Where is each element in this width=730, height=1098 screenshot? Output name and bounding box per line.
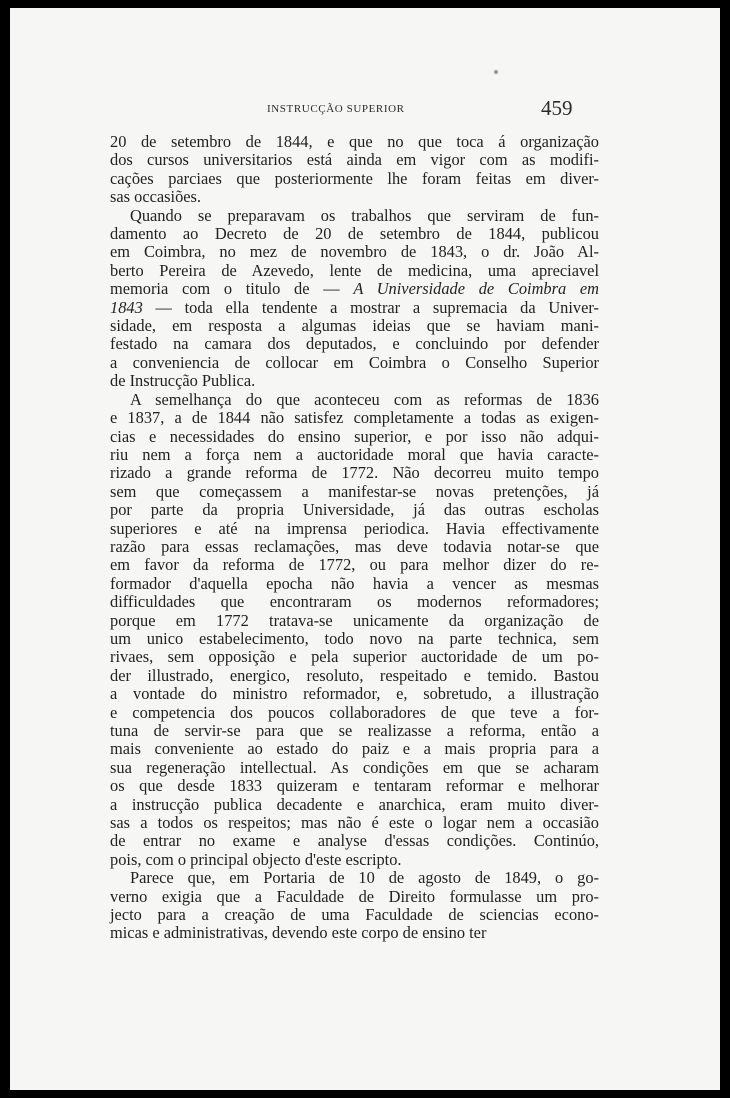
text-line: em favor da reforma de 1772, ou para melhor dizer do re-: [110, 555, 599, 575]
text-line: sem que começassem a manifestar-se novas pretenções, já: [110, 481, 599, 501]
text-line: Parece que, em Portaria de 10 de agosto de 1849, o go-: [130, 868, 599, 888]
text-line: cias e necessidades do ensino superior, e por isso não adqui-: [110, 426, 599, 446]
text-line: de Instrucção Publica.: [110, 371, 256, 391]
paragraph: [110, 869, 599, 943]
text-line: sidade, em resposta a algumas ideias que se haviam mani-: [110, 316, 599, 336]
text-line: rizado a grande reforma de 1772. Não decorreu muito tempo: [110, 463, 599, 483]
text-line: sua regeneração intellectual. As condições em que se acharam: [110, 757, 599, 777]
text-line: der illustrado, energico, resoluto, respeitado e temido. Bastou: [110, 665, 599, 685]
text-line: festado na camara dos deputados, e concluindo por defender: [110, 334, 599, 354]
text-line: Quando se preparavam os trabalhos que serviram de fun-: [130, 205, 599, 225]
text-line: e competencia dos poucos collaboradores de que teve a for-: [110, 702, 599, 722]
text-line: de entrar no exame e analyse d'essas condições. Continúo,: [110, 831, 599, 851]
text-line: riu nem a força nem a auctoridade moral que havia caracte-: [110, 444, 599, 464]
text-line: a conveniencia de collocar em Coimbra o Conselho Superior: [110, 352, 599, 372]
text-line: berto Pereira de Azevedo, lente de medicina, uma apreciavel: [110, 260, 599, 280]
text-line: sas a todos os respeitos; mas não é este o logar nem a occasião: [110, 813, 599, 833]
text-line: sas occasiões.: [110, 187, 202, 207]
text-line: A semelhança do que aconteceu com as reformas de 1836: [130, 389, 599, 409]
italic-title: 1843: [110, 297, 143, 317]
paper-speck-icon: [494, 70, 498, 74]
body-text: [110, 133, 599, 943]
text-line: cações parciaes que posteriormente lhe foram feitas em diver-: [110, 168, 599, 188]
text-line: um unico estabelecimento, todo novo na parte technica, sem: [110, 628, 599, 648]
text-line: a vontade do ministro reformador, e, sobretudo, a illustração: [110, 684, 599, 704]
text-line: em Coimbra, no mez de novembro de 1843, o dr. João Al-: [110, 242, 599, 262]
text-line: razão para essas reclamações, mas deve todavia notar-se que: [110, 536, 599, 556]
book-page: [10, 8, 720, 1090]
running-title: INSTRUCÇÃO SUPERIOR: [267, 103, 405, 115]
text-run: — toda ella tendente a mostrar a supremacia da Univer-: [142, 297, 599, 317]
text-line: superiores e até na imprensa periodica. Havia effectivamente: [110, 518, 599, 538]
italic-title: A Universidade de Coimbra em: [353, 279, 599, 299]
text-line: tuna de servir-se para que se realizasse a reforma, então a: [110, 721, 599, 740]
text-run: memoria com o titulo de —: [110, 279, 354, 299]
text-line: [110, 280, 599, 298]
text-line: por parte da propria Universidade, já das outras escholas: [110, 500, 599, 520]
text-line: difficuldades que encontraram os modernos reformadores;: [110, 592, 599, 612]
text-line: pois, com o principal objecto d'este escripto.: [110, 849, 402, 869]
text-line: rivaes, sem opposição e pela superior auctoridade de um po-: [110, 647, 599, 667]
text-line: verno exigia que a Faculdade de Direito formulasse um pro-: [110, 886, 599, 906]
paragraph: [110, 133, 599, 207]
text-line: 20 de setembro de 1844, e que no que toca á organização: [110, 132, 599, 151]
page-header: [10, 96, 720, 126]
text-line: a instrucção publica decadente e anarchica, eram muito diver-: [110, 794, 599, 814]
text-line: formador d'aquella epocha não havia a vencer as mesmas: [110, 573, 599, 593]
text-line: os que desde 1833 quizeram e tentaram reformar e melhorar: [110, 776, 599, 796]
text-line: e 1837, a de 1844 não satisfez completamente a todas as exigen-: [110, 408, 599, 428]
text-line: mais conveniente ao estado do paiz e a mais propria para a: [110, 739, 599, 759]
text-line: porque em 1772 tratava-se unicamente da organização de: [110, 610, 599, 630]
paragraph: [110, 207, 599, 391]
text-line: [110, 299, 599, 317]
text-line: jecto para a creação de uma Faculdade de sciencias econo-: [110, 905, 599, 925]
paragraph: [110, 391, 599, 870]
text-line: micas e administrativas, devendo este corpo de ensino ter: [110, 923, 487, 943]
page-number: 459: [541, 96, 573, 120]
text-line: dos cursos universitarios está ainda em vigor com as modifi-: [110, 150, 599, 170]
text-line: damento ao Decreto de 20 de setembro de 1844, publicou: [110, 224, 599, 244]
